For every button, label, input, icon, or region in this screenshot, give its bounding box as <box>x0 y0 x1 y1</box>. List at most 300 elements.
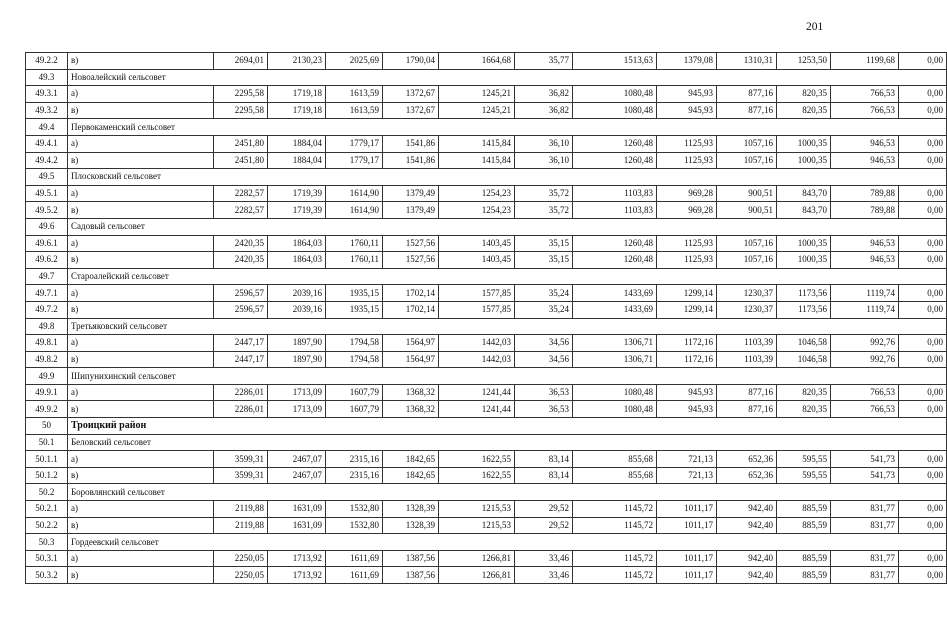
value-cell: 1057,16 <box>717 152 777 169</box>
section-title: Садовый сельсовет <box>68 218 947 235</box>
value-cell: 1842,65 <box>383 451 439 468</box>
value-cell: 1103,39 <box>717 351 777 368</box>
value-cell: 0,00 <box>899 53 947 70</box>
value-cell: 1403,45 <box>439 235 515 252</box>
row-label: а) <box>68 86 214 103</box>
value-cell: 652,36 <box>717 451 777 468</box>
value-cell: 885,59 <box>777 550 831 567</box>
row-code: 49.2.2 <box>26 53 68 70</box>
value-cell: 2119,88 <box>214 517 268 534</box>
value-cell: 789,88 <box>831 185 899 202</box>
value-cell: 942,40 <box>717 517 777 534</box>
value-cell: 1119,74 <box>831 285 899 302</box>
row-label: а) <box>68 285 214 302</box>
value-cell: 1532,80 <box>326 501 383 518</box>
value-cell: 766,53 <box>831 384 899 401</box>
section-title: Первокаменский сельсовет <box>68 119 947 136</box>
row-label: а) <box>68 451 214 468</box>
row-code: 49.4.1 <box>26 135 68 152</box>
value-cell: 0,00 <box>899 517 947 534</box>
value-cell: 0,00 <box>899 467 947 484</box>
row-code: 49.7.2 <box>26 301 68 318</box>
section-title: Плосковский сельсовет <box>68 169 947 186</box>
value-cell: 1564,97 <box>383 335 439 352</box>
value-cell: 1253,50 <box>777 53 831 70</box>
value-cell: 2467,07 <box>268 451 326 468</box>
row-code: 49.5 <box>26 169 68 186</box>
table-row <box>26 384 947 401</box>
value-cell: 992,76 <box>831 351 899 368</box>
value-cell: 1057,16 <box>717 135 777 152</box>
value-cell: 1611,69 <box>326 567 383 584</box>
row-code: 49.8.2 <box>26 351 68 368</box>
value-cell: 1790,04 <box>383 53 439 70</box>
value-cell: 843,70 <box>777 202 831 219</box>
value-cell: 0,00 <box>899 86 947 103</box>
value-cell: 0,00 <box>899 135 947 152</box>
row-label: а) <box>68 135 214 152</box>
value-cell: 1299,14 <box>657 285 717 302</box>
table-body <box>26 53 947 584</box>
row-code: 50.1 <box>26 434 68 451</box>
value-cell: 0,00 <box>899 152 947 169</box>
value-cell: 2250,05 <box>214 550 268 567</box>
value-cell: 1310,31 <box>717 53 777 70</box>
row-code: 49.7.1 <box>26 285 68 302</box>
section-row <box>26 268 947 285</box>
value-cell: 1145,72 <box>573 567 657 584</box>
value-cell: 0,00 <box>899 567 947 584</box>
value-cell: 766,53 <box>831 86 899 103</box>
value-cell: 3599,31 <box>214 451 268 468</box>
value-cell: 1779,17 <box>326 152 383 169</box>
row-code: 50.1.1 <box>26 451 68 468</box>
value-cell: 36,82 <box>515 102 573 119</box>
value-cell: 942,40 <box>717 501 777 518</box>
value-cell: 1527,56 <box>383 235 439 252</box>
value-cell: 83,14 <box>515 451 573 468</box>
value-cell: 1935,15 <box>326 301 383 318</box>
value-cell: 1368,32 <box>383 384 439 401</box>
value-cell: 1935,15 <box>326 285 383 302</box>
value-cell: 1215,53 <box>439 517 515 534</box>
value-cell: 1664,68 <box>439 53 515 70</box>
value-cell: 885,59 <box>777 517 831 534</box>
value-cell: 541,73 <box>831 467 899 484</box>
value-cell: 1403,45 <box>439 252 515 269</box>
value-cell: 855,68 <box>573 467 657 484</box>
value-cell: 820,35 <box>777 86 831 103</box>
value-cell: 2447,17 <box>214 351 268 368</box>
value-cell: 35,24 <box>515 301 573 318</box>
value-cell: 1577,85 <box>439 285 515 302</box>
row-code: 49.7 <box>26 268 68 285</box>
value-cell: 0,00 <box>899 451 947 468</box>
row-label: а) <box>68 384 214 401</box>
section-title: Беловский сельсовет <box>68 434 947 451</box>
value-cell: 1379,08 <box>657 53 717 70</box>
value-cell: 1057,16 <box>717 235 777 252</box>
value-cell: 0,00 <box>899 335 947 352</box>
row-label: в) <box>68 102 214 119</box>
value-cell: 855,68 <box>573 451 657 468</box>
row-label: а) <box>68 501 214 518</box>
row-label: в) <box>68 252 214 269</box>
value-cell: 1260,48 <box>573 152 657 169</box>
value-cell: 0,00 <box>899 252 947 269</box>
value-cell: 1260,48 <box>573 235 657 252</box>
value-cell: 1000,35 <box>777 252 831 269</box>
row-code: 50 <box>26 418 68 435</box>
value-cell: 820,35 <box>777 102 831 119</box>
value-cell: 35,15 <box>515 252 573 269</box>
row-code: 49.4.2 <box>26 152 68 169</box>
value-cell: 945,93 <box>657 401 717 418</box>
value-cell: 1541,86 <box>383 135 439 152</box>
value-cell: 2130,23 <box>268 53 326 70</box>
value-cell: 36,10 <box>515 152 573 169</box>
value-cell: 843,70 <box>777 185 831 202</box>
row-code: 49.8 <box>26 318 68 335</box>
value-cell: 1842,65 <box>383 467 439 484</box>
value-cell: 34,56 <box>515 351 573 368</box>
value-cell: 1000,35 <box>777 235 831 252</box>
table-row <box>26 252 947 269</box>
row-code: 50.1.2 <box>26 467 68 484</box>
value-cell: 1046,58 <box>777 335 831 352</box>
value-cell: 1103,39 <box>717 335 777 352</box>
value-cell: 946,53 <box>831 135 899 152</box>
value-cell: 2694,01 <box>214 53 268 70</box>
value-cell: 0,00 <box>899 285 947 302</box>
value-cell: 1125,93 <box>657 252 717 269</box>
value-cell: 946,53 <box>831 152 899 169</box>
value-cell: 0,00 <box>899 102 947 119</box>
table-row <box>26 517 947 534</box>
value-cell: 595,55 <box>777 451 831 468</box>
value-cell: 1760,11 <box>326 235 383 252</box>
value-cell: 1541,86 <box>383 152 439 169</box>
value-cell: 942,40 <box>717 567 777 584</box>
value-cell: 2282,57 <box>214 185 268 202</box>
value-cell: 945,93 <box>657 384 717 401</box>
value-cell: 1103,83 <box>573 202 657 219</box>
table-row <box>26 102 947 119</box>
value-cell: 766,53 <box>831 401 899 418</box>
row-code: 49.3.1 <box>26 86 68 103</box>
value-cell: 1215,53 <box>439 501 515 518</box>
tariff-table <box>25 52 947 584</box>
value-cell: 34,56 <box>515 335 573 352</box>
value-cell: 36,10 <box>515 135 573 152</box>
value-cell: 1254,23 <box>439 185 515 202</box>
value-cell: 0,00 <box>899 202 947 219</box>
row-code: 49.6.2 <box>26 252 68 269</box>
table-row <box>26 202 947 219</box>
value-cell: 831,77 <box>831 550 899 567</box>
value-cell: 0,00 <box>899 185 947 202</box>
table-row <box>26 135 947 152</box>
value-cell: 820,35 <box>777 401 831 418</box>
value-cell: 1080,48 <box>573 86 657 103</box>
value-cell: 1622,55 <box>439 451 515 468</box>
value-cell: 1794,58 <box>326 351 383 368</box>
value-cell: 877,16 <box>717 102 777 119</box>
value-cell: 2451,80 <box>214 135 268 152</box>
value-cell: 1046,58 <box>777 351 831 368</box>
value-cell: 2447,17 <box>214 335 268 352</box>
value-cell: 2286,01 <box>214 384 268 401</box>
row-label: в) <box>68 152 214 169</box>
value-cell: 1372,67 <box>383 86 439 103</box>
value-cell: 1884,04 <box>268 135 326 152</box>
district-title: Троицкий район <box>68 418 947 435</box>
value-cell: 1713,92 <box>268 567 326 584</box>
value-cell: 1011,17 <box>657 501 717 518</box>
row-code: 50.3.1 <box>26 550 68 567</box>
value-cell: 36,82 <box>515 86 573 103</box>
value-cell: 1631,09 <box>268 501 326 518</box>
row-code: 50.2.2 <box>26 517 68 534</box>
value-cell: 1173,56 <box>777 285 831 302</box>
value-cell: 1266,81 <box>439 567 515 584</box>
value-cell: 789,88 <box>831 202 899 219</box>
value-cell: 942,40 <box>717 550 777 567</box>
value-cell: 2295,58 <box>214 86 268 103</box>
value-cell: 1607,79 <box>326 401 383 418</box>
value-cell: 1864,03 <box>268 235 326 252</box>
value-cell: 2286,01 <box>214 401 268 418</box>
row-code: 49.4 <box>26 119 68 136</box>
section-title: Третьяковский сельсовет <box>68 318 947 335</box>
value-cell: 1442,03 <box>439 335 515 352</box>
value-cell: 35,77 <box>515 53 573 70</box>
row-label: в) <box>68 301 214 318</box>
value-cell: 1387,56 <box>383 550 439 567</box>
value-cell: 1415,84 <box>439 152 515 169</box>
value-cell: 0,00 <box>899 501 947 518</box>
value-cell: 946,53 <box>831 235 899 252</box>
table-row <box>26 86 947 103</box>
row-label: а) <box>68 550 214 567</box>
value-cell: 35,72 <box>515 185 573 202</box>
value-cell: 1057,16 <box>717 252 777 269</box>
value-cell: 1607,79 <box>326 384 383 401</box>
value-cell: 2467,07 <box>268 467 326 484</box>
section-row <box>26 218 947 235</box>
value-cell: 1713,92 <box>268 550 326 567</box>
row-code: 49.9.2 <box>26 401 68 418</box>
value-cell: 1577,85 <box>439 301 515 318</box>
value-cell: 1527,56 <box>383 252 439 269</box>
value-cell: 766,53 <box>831 102 899 119</box>
value-cell: 36,53 <box>515 384 573 401</box>
value-cell: 1864,03 <box>268 252 326 269</box>
row-label: а) <box>68 185 214 202</box>
value-cell: 1173,56 <box>777 301 831 318</box>
section-title: Староалейский сельсовет <box>68 268 947 285</box>
value-cell: 1145,72 <box>573 550 657 567</box>
value-cell: 35,24 <box>515 285 573 302</box>
value-cell: 1011,17 <box>657 517 717 534</box>
row-label: в) <box>68 202 214 219</box>
table-row <box>26 351 947 368</box>
value-cell: 2119,88 <box>214 501 268 518</box>
value-cell: 0,00 <box>899 235 947 252</box>
value-cell: 0,00 <box>899 550 947 567</box>
value-cell: 29,52 <box>515 501 573 518</box>
value-cell: 721,13 <box>657 451 717 468</box>
value-cell: 969,28 <box>657 185 717 202</box>
section-row <box>26 169 947 186</box>
row-code: 49.3.2 <box>26 102 68 119</box>
value-cell: 652,36 <box>717 467 777 484</box>
row-code: 50.2.1 <box>26 501 68 518</box>
value-cell: 83,14 <box>515 467 573 484</box>
value-cell: 2315,16 <box>326 451 383 468</box>
row-code: 49.8.1 <box>26 335 68 352</box>
value-cell: 1080,48 <box>573 102 657 119</box>
value-cell: 969,28 <box>657 202 717 219</box>
value-cell: 1622,55 <box>439 467 515 484</box>
table-row <box>26 451 947 468</box>
value-cell: 1241,44 <box>439 401 515 418</box>
district-row <box>26 418 947 435</box>
value-cell: 820,35 <box>777 384 831 401</box>
section-row <box>26 69 947 86</box>
value-cell: 29,52 <box>515 517 573 534</box>
value-cell: 945,93 <box>657 86 717 103</box>
value-cell: 1260,48 <box>573 252 657 269</box>
value-cell: 1564,97 <box>383 351 439 368</box>
row-code: 49.9.1 <box>26 384 68 401</box>
value-cell: 1125,93 <box>657 135 717 152</box>
row-code: 49.3 <box>26 69 68 86</box>
value-cell: 595,55 <box>777 467 831 484</box>
value-cell: 1415,84 <box>439 135 515 152</box>
value-cell: 1230,37 <box>717 285 777 302</box>
row-code: 50.3 <box>26 534 68 551</box>
section-row <box>26 368 947 385</box>
value-cell: 2596,57 <box>214 285 268 302</box>
value-cell: 3599,31 <box>214 467 268 484</box>
value-cell: 1433,69 <box>573 285 657 302</box>
row-label: в) <box>68 467 214 484</box>
row-code: 50.2 <box>26 484 68 501</box>
value-cell: 1897,90 <box>268 335 326 352</box>
value-cell: 1306,71 <box>573 351 657 368</box>
value-cell: 1254,23 <box>439 202 515 219</box>
value-cell: 541,73 <box>831 451 899 468</box>
section-row <box>26 484 947 501</box>
value-cell: 900,51 <box>717 202 777 219</box>
value-cell: 1172,16 <box>657 351 717 368</box>
value-cell: 1199,68 <box>831 53 899 70</box>
value-cell: 1702,14 <box>383 301 439 318</box>
value-cell: 36,53 <box>515 401 573 418</box>
value-cell: 721,13 <box>657 467 717 484</box>
row-label: в) <box>68 401 214 418</box>
value-cell: 1145,72 <box>573 517 657 534</box>
section-title: Боровлянский сельсовет <box>68 484 947 501</box>
section-row <box>26 434 947 451</box>
value-cell: 1442,03 <box>439 351 515 368</box>
table-row <box>26 335 947 352</box>
section-row <box>26 119 947 136</box>
value-cell: 1719,39 <box>268 202 326 219</box>
value-cell: 1103,83 <box>573 185 657 202</box>
value-cell: 1719,39 <box>268 185 326 202</box>
value-cell: 1299,14 <box>657 301 717 318</box>
value-cell: 1241,44 <box>439 384 515 401</box>
value-cell: 33,46 <box>515 550 573 567</box>
table-row <box>26 501 947 518</box>
value-cell: 0,00 <box>899 301 947 318</box>
value-cell: 1794,58 <box>326 335 383 352</box>
value-cell: 1719,18 <box>268 86 326 103</box>
value-cell: 1260,48 <box>573 135 657 152</box>
value-cell: 1125,93 <box>657 235 717 252</box>
value-cell: 1266,81 <box>439 550 515 567</box>
value-cell: 831,77 <box>831 517 899 534</box>
value-cell: 35,72 <box>515 202 573 219</box>
value-cell: 0,00 <box>899 401 947 418</box>
row-code: 50.3.2 <box>26 567 68 584</box>
value-cell: 0,00 <box>899 351 947 368</box>
value-cell: 2420,35 <box>214 252 268 269</box>
value-cell: 1245,21 <box>439 102 515 119</box>
page-number: 201 <box>806 21 824 33</box>
value-cell: 1328,39 <box>383 501 439 518</box>
value-cell: 1011,17 <box>657 567 717 584</box>
value-cell: 1245,21 <box>439 86 515 103</box>
value-cell: 1611,69 <box>326 550 383 567</box>
row-label: а) <box>68 235 214 252</box>
value-cell: 1614,90 <box>326 202 383 219</box>
value-cell: 2039,16 <box>268 301 326 318</box>
value-cell: 1513,63 <box>573 53 657 70</box>
table-row <box>26 467 947 484</box>
value-cell: 1614,90 <box>326 185 383 202</box>
value-cell: 1433,69 <box>573 301 657 318</box>
table-row <box>26 185 947 202</box>
value-cell: 1000,35 <box>777 152 831 169</box>
row-code: 49.5.1 <box>26 185 68 202</box>
value-cell: 1011,17 <box>657 550 717 567</box>
value-cell: 992,76 <box>831 335 899 352</box>
table-row <box>26 401 947 418</box>
value-cell: 885,59 <box>777 567 831 584</box>
row-code: 49.9 <box>26 368 68 385</box>
row-code: 49.6.1 <box>26 235 68 252</box>
value-cell: 877,16 <box>717 384 777 401</box>
row-label: в) <box>68 351 214 368</box>
value-cell: 1713,09 <box>268 384 326 401</box>
value-cell: 1119,74 <box>831 301 899 318</box>
value-cell: 1779,17 <box>326 135 383 152</box>
value-cell: 831,77 <box>831 567 899 584</box>
row-code: 49.5.2 <box>26 202 68 219</box>
value-cell: 946,53 <box>831 252 899 269</box>
row-label: в) <box>68 567 214 584</box>
value-cell: 1379,49 <box>383 202 439 219</box>
value-cell: 2315,16 <box>326 467 383 484</box>
value-cell: 885,59 <box>777 501 831 518</box>
value-cell: 1379,49 <box>383 185 439 202</box>
value-cell: 2039,16 <box>268 285 326 302</box>
value-cell: 2596,57 <box>214 301 268 318</box>
value-cell: 1631,09 <box>268 517 326 534</box>
